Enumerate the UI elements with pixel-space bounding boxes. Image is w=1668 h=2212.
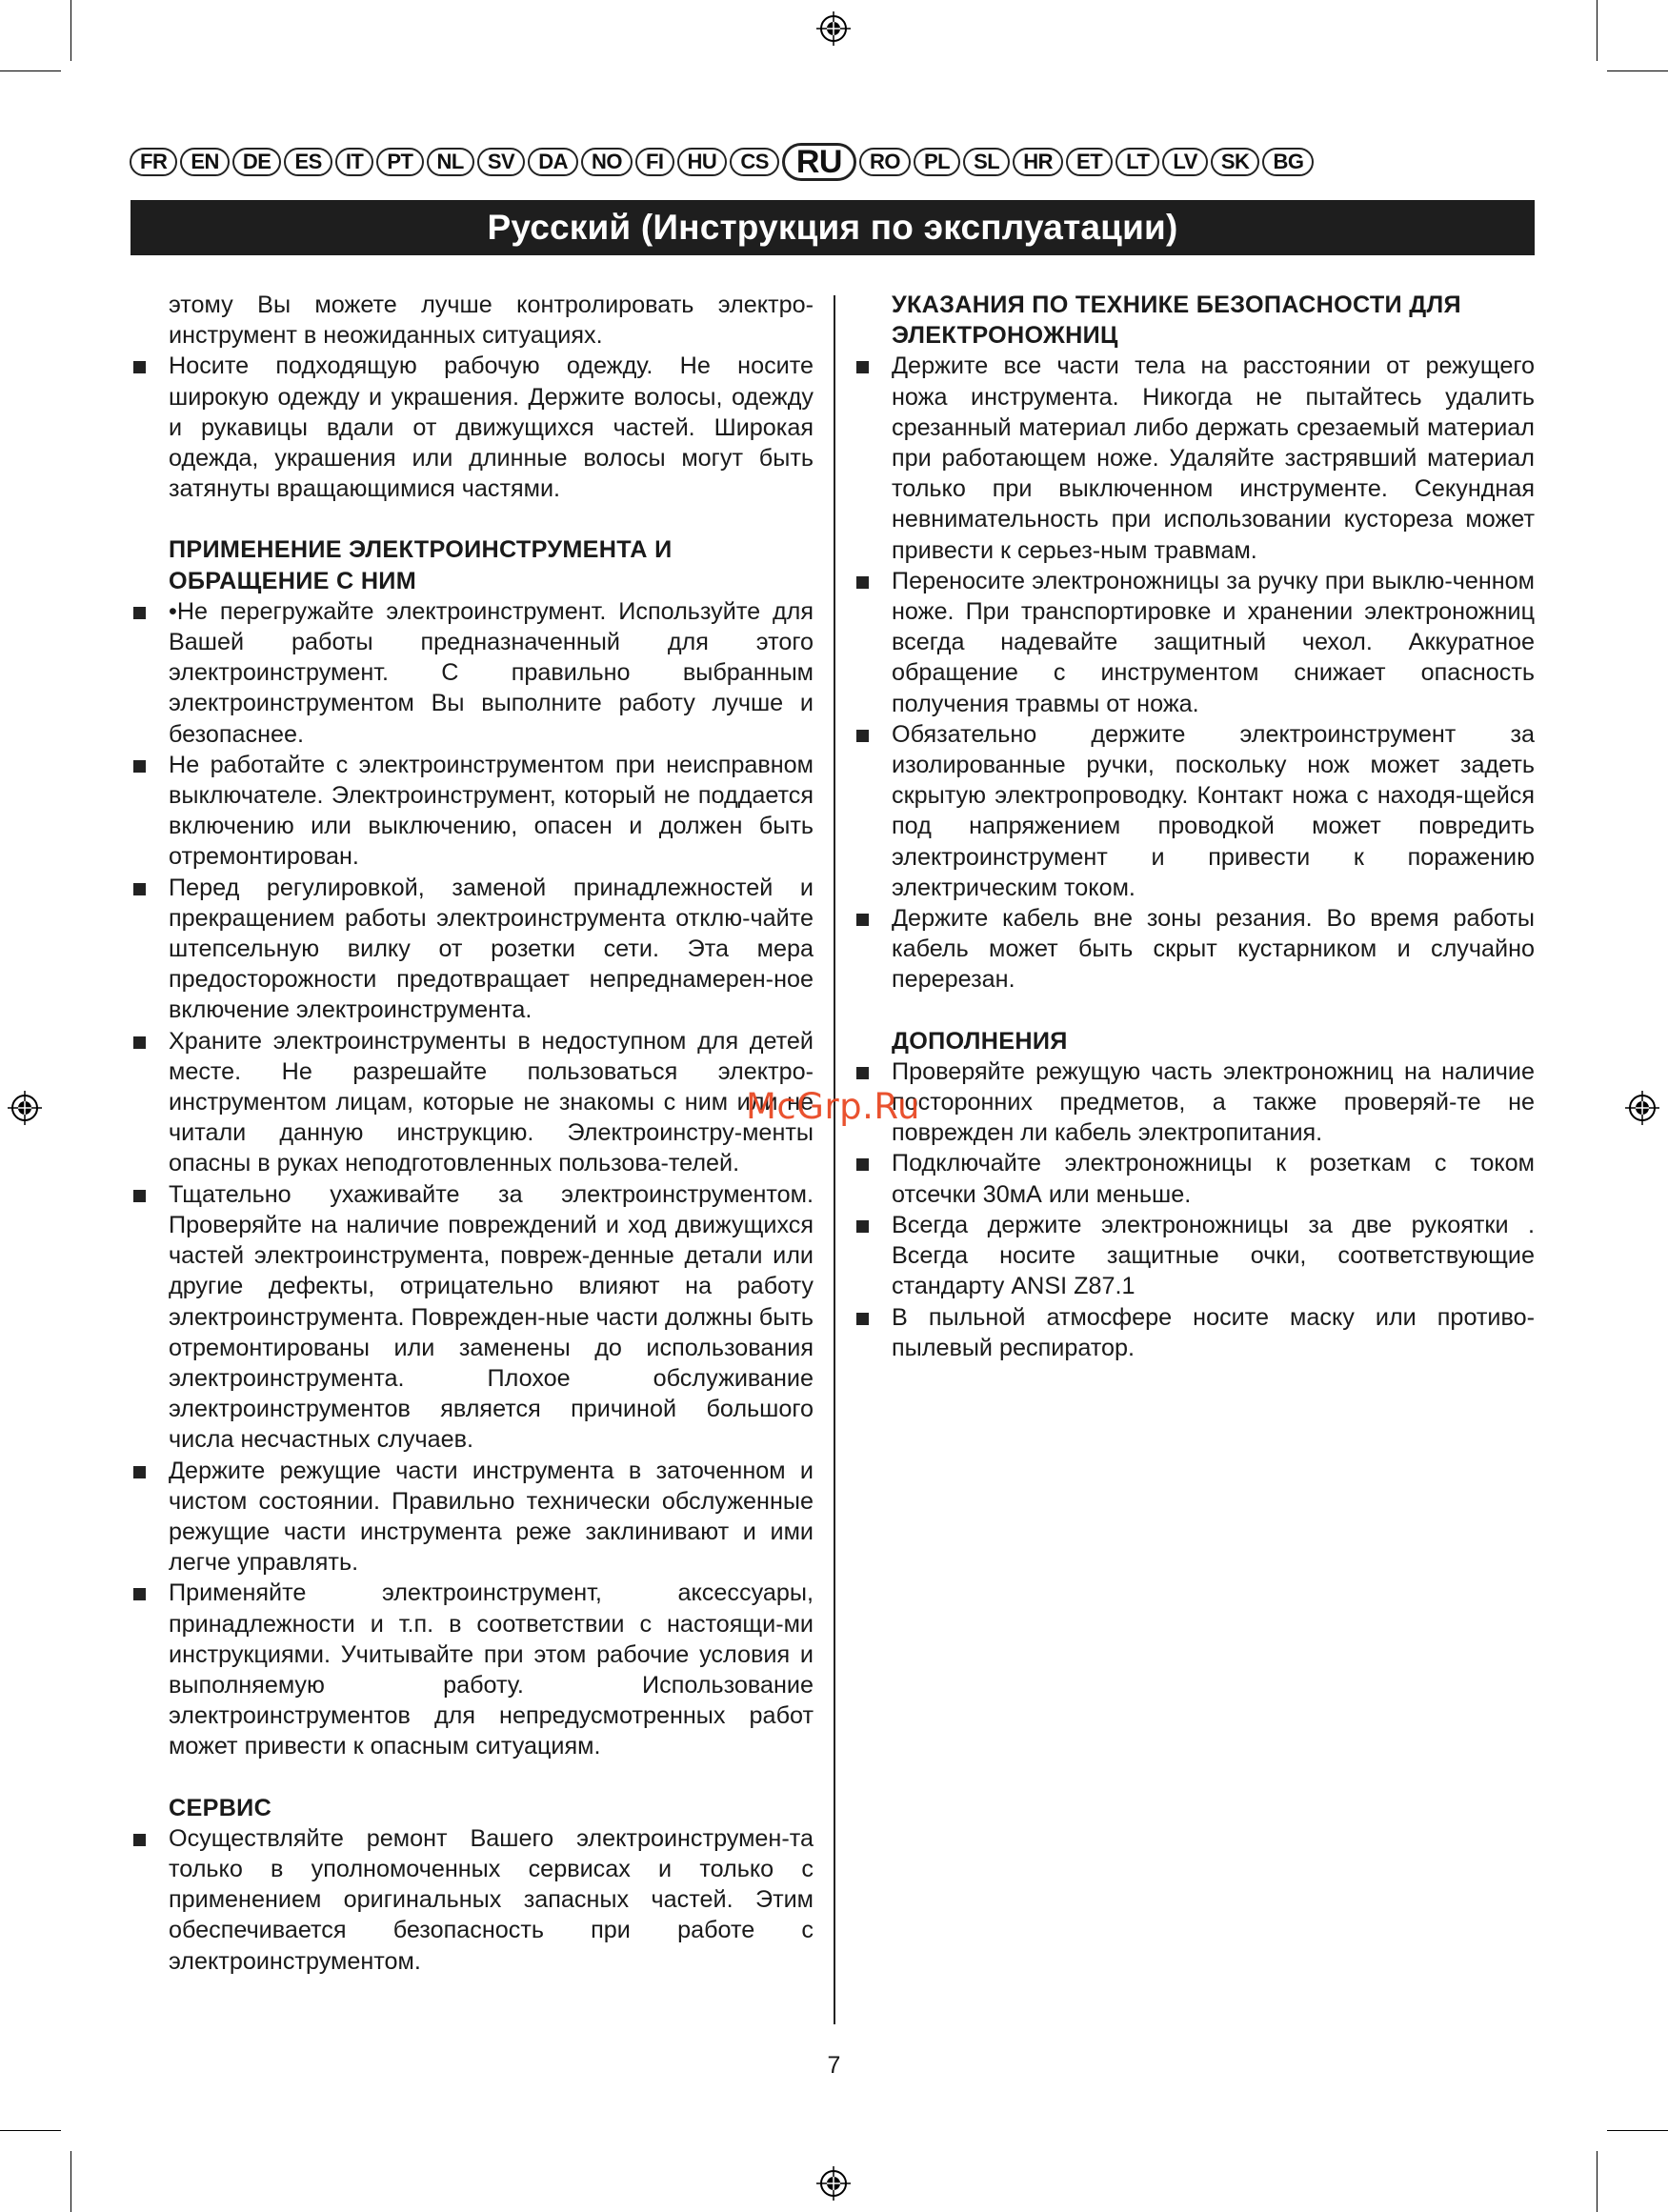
square-bullet-icon — [133, 760, 146, 773]
square-bullet-icon — [133, 1588, 146, 1600]
list-item: Применяйте электроинструмент, аксессуары, принадлежности и т.п. в соответствии с настоящи-ми инструкциями. Учитывайте при этом рабочие условия и выполняемую работу. Использование электроинструментов для непредусмотренных работ может привести к опасным ситуациям. — [131, 1578, 814, 1761]
crop-mark — [70, 0, 71, 61]
crop-mark — [0, 2130, 61, 2131]
list-item: Носите подходящую рабочую одежду. Не носите широкую одежду и украшения. Держите волосы, одежду и рукавицы вдали от движущихся частей. Широкая одежда, украшения или длинные волосы могут быть затянуты вращающимися частями. — [131, 351, 814, 504]
list-item: В пыльной атмосфере носите маску или противо-пылевый респиратор. — [854, 1302, 1535, 1363]
square-bullet-icon — [133, 883, 146, 895]
page-number: 7 — [827, 2052, 841, 2079]
crop-mark — [70, 2151, 71, 2212]
lang-tab-pt[interactable]: PT — [376, 148, 423, 176]
square-bullet-icon — [856, 1313, 869, 1325]
list-item: Тщательно ухаживайте за электроинструментом. Проверяйте на наличие повреждений и ход движущихся частей электроинструмента, повреж-денные детали или другие дефекты, отрицательно влияют на работу электроинструмента. Поврежден-ные части должны быть отремонтированы или заменены до использования электроинструмента. Плохое обслуживание электроинструментов является причиной большого числа несчастных случаев. — [131, 1179, 814, 1456]
lang-tab-nl[interactable]: NL — [427, 148, 474, 176]
list-item: Перед регулировкой, заменой принадлежностей и прекращением работы электроинструмента отклю-чайте штепсельную вилку от розетки сети. Эта мера предосторожности предотвращает непреднамерен-ное включение электроинструмента. — [131, 873, 814, 1026]
left-column — [131, 290, 814, 1977]
lang-tab-fr[interactable]: FR — [130, 148, 177, 176]
list-item: Храните электроинструменты в недоступном для детей месте. Не разрешайте пользоваться электро-инструментом лицам, которые не знакомы с ним или не читали данную инструкцию. Электроинстру-менты опасны в руках неподготовленных пользова-телей. — [131, 1026, 814, 1179]
lang-tab-no[interactable]: NO — [581, 148, 633, 176]
list-item: Не работайте с электроинструментом при неисправном выключателе. Электроинструмент, который не поддается включению или выключению, опасен и должен быть отремонтирован. — [131, 750, 814, 873]
page-title: Русский (Инструкция по эксплуатации) — [131, 200, 1535, 255]
square-bullet-icon — [133, 1036, 146, 1049]
crop-mark — [1597, 0, 1598, 61]
lang-tab-bg[interactable]: BG — [1262, 148, 1314, 176]
list-item: Держите кабель вне зоны резания. Во время работы кабель может быть скрыт кустарником и случайно перерезан. — [854, 903, 1535, 995]
lang-tab-sk[interactable]: SK — [1211, 148, 1260, 176]
lang-tab-da[interactable]: DA — [528, 148, 578, 176]
lang-tab-ro[interactable]: RO — [859, 148, 911, 176]
list-item: Держите все части тела на расстоянии от режущего ножа инструмента. Никогда не пытайтесь удалить срезанный материал либо держать срезаемый материал при работающем ноже. Удаляйте застрявший материал только при выключенном инструменте. Секундная невнимательность при использовании кустореза может привести к серьез-ным травмам. — [854, 351, 1535, 565]
lang-tab-sv[interactable]: SV — [477, 148, 525, 176]
list-item: Осуществляйте ремонт Вашего электроинструмен-та только в уполномоченных сервисах и только с применением оригинальных запасных частей. Этим обеспечивается безопасность при работе с электроинструментом. — [131, 1823, 814, 1977]
lang-tab-es[interactable]: ES — [284, 148, 332, 176]
lang-tab-lv[interactable]: LV — [1162, 148, 1207, 176]
list-item: Обязательно держите электроинструмент за изолированные ручки, поскольку нож может задеть скрытую электропроводку. Контакт ножа с находя-щейся под напряжением проводкой может повредить электроинструмент и привести к поражению электрическим током. — [854, 719, 1535, 903]
lang-tab-it[interactable]: IT — [335, 148, 374, 176]
registration-mark-icon — [8, 1091, 42, 1125]
column-divider — [834, 295, 835, 2024]
list-item: Переносите электроножницы за ручку при выклю-ченном ноже. При транспортировке и хранении электроножниц всегда надевайте защитный чехол. Аккуратное обращение с инструментом снижает опасность получения травмы от ножа. — [854, 566, 1535, 719]
crop-mark — [1597, 2151, 1598, 2212]
lang-tab-hr[interactable]: HR — [1013, 148, 1063, 176]
list-item: Всегда держите электроножницы за две рукоятки . Всегда носите защитные очки, соответствующие стандарту ANSI Z87.1 — [854, 1210, 1535, 1302]
lang-tab-sl[interactable]: SL — [963, 148, 1010, 176]
square-bullet-icon — [856, 914, 869, 926]
square-bullet-icon — [856, 730, 869, 742]
crop-mark — [1607, 70, 1668, 71]
list-item: Подключайте электроножницы к розеткам с током отсечки 30мА или меньше. — [854, 1148, 1535, 1209]
registration-mark-icon — [816, 11, 851, 46]
square-bullet-icon — [133, 1834, 146, 1846]
section-heading: ДОПОЛНЕНИЯ — [892, 1027, 1068, 1055]
crop-mark — [1607, 2130, 1668, 2131]
registration-mark-icon — [816, 2166, 851, 2201]
square-bullet-icon — [133, 361, 146, 373]
lang-tab-ru-active[interactable]: RU — [782, 143, 856, 181]
section-heading: УКАЗАНИЯ ПО ТЕХНИКЕ БЕЗОПАСНОСТИ ДЛЯ ЭЛЕКТРОНОЖНИЦ — [892, 292, 1461, 350]
square-bullet-icon — [133, 607, 146, 619]
registration-mark-icon — [1625, 1091, 1659, 1125]
square-bullet-icon — [856, 1158, 869, 1171]
intro-paragraph: этому Вы можете лучше контролировать электро-инструмент в неожиданных ситуациях. — [169, 292, 814, 350]
lang-tab-pl[interactable]: PL — [914, 148, 960, 176]
list-item: Держите режущие части инструмента в заточенном и чистом состоянии. Правильно технически обслуженные режущие части инструмента реже заклинивают и ими легче управлять. — [131, 1456, 814, 1579]
lang-tab-de[interactable]: DE — [232, 148, 282, 176]
lang-tab-hu[interactable]: HU — [677, 148, 728, 176]
section-heading: ПРИМЕНЕНИЕ ЭЛЕКТРОИНСТРУМЕНТА И ОБРАЩЕНИЕ С НИМ — [169, 536, 673, 594]
language-tabs — [130, 143, 1537, 181]
list-item: •Не перегружайте электроинструмент. Используйте для Вашей работы предназначенный для этого электроинструмент. С правильно выбранным электроинструментом Вы выполните работу лучше и безопаснее. — [131, 596, 814, 750]
right-column — [854, 290, 1535, 1363]
square-bullet-icon — [856, 361, 869, 373]
square-bullet-icon — [133, 1466, 146, 1478]
square-bullet-icon — [856, 576, 869, 589]
watermark: McGrp.Ru — [746, 1086, 920, 1127]
square-bullet-icon — [856, 1220, 869, 1233]
section-heading: СЕРВИС — [169, 1794, 272, 1821]
lang-tab-lt[interactable]: LT — [1115, 148, 1159, 176]
lang-tab-cs[interactable]: CS — [730, 148, 779, 176]
square-bullet-icon — [133, 1190, 146, 1202]
list-item: Проверяйте режущую часть электроножниц на наличие посторонних предметов, а также проверяй-те не поврежден ли кабель электропитания. — [854, 1056, 1535, 1149]
crop-mark — [0, 70, 61, 71]
lang-tab-en[interactable]: EN — [180, 148, 230, 176]
lang-tab-et[interactable]: ET — [1066, 148, 1113, 176]
lang-tab-fi[interactable]: FI — [635, 148, 674, 176]
square-bullet-icon — [856, 1067, 869, 1079]
